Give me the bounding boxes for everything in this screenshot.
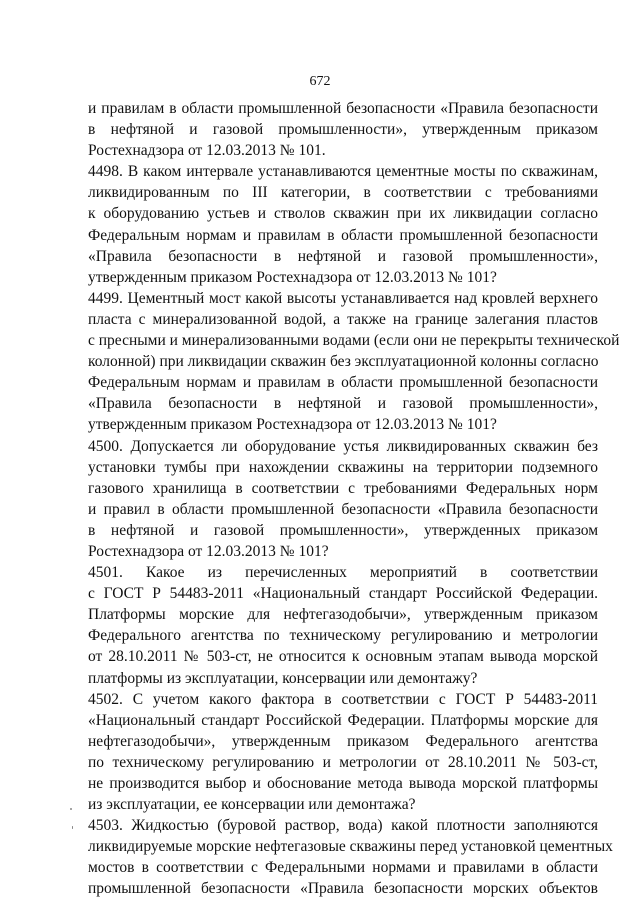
- text-line: не производится выбор и обоснование метода вывода морской платформы: [88, 775, 598, 792]
- text-line: 4500. Допускается ли оборудование устья ликвидированных скважин без: [88, 437, 598, 455]
- text-line: к оборудованию устьев и стволов скважин при их ликвидации согласно: [88, 205, 598, 223]
- paragraph: [88, 689, 598, 816]
- text-line: ликвидируемые морские нефтегазовые скважины перед установкой цементных: [88, 838, 613, 856]
- text-line: 4503. Жидкостью (буровой раствор, вода) какой плотности заполняются: [88, 817, 598, 835]
- text-line: пласта с минерализованной водой, а также на границе залегания пластов: [88, 310, 598, 328]
- text-line: «Национальный стандарт Российской Федерации. Платформы морские для: [88, 711, 598, 729]
- text-line: «Правила безопасности в нефтяной и газовой промышленности»,: [88, 395, 598, 413]
- text-line: 4502. С учетом какого фактора в соответствии с ГОСТ Р 54483-2011: [88, 690, 598, 708]
- text-line: утвержденным приказом Ростехнадзора от 12.03.2013 № 101?: [88, 416, 497, 434]
- text-line: в нефтяной и газовой промышленности», утвержденным приказом: [88, 121, 598, 139]
- text-line: колонной) при ликвидации скважин без эксплуатационной колонны согласно: [88, 353, 599, 371]
- paragraph: [88, 815, 613, 899]
- text-line: от 28.10.2011 № 503-ст, не относится к основным этапам вывода морской: [88, 648, 598, 666]
- text-line: 4499. Цементный мост какой высоты устанавливается над кровлей верхнего: [88, 289, 598, 307]
- paragraph: [88, 562, 598, 689]
- document-body: [88, 98, 620, 900]
- paragraph: [88, 161, 598, 288]
- text-line: Федерального агентства по техническому регулированию и метрологии: [88, 627, 598, 645]
- text-line: утвержденным приказом Ростехнадзора от 12.03.2013 № 101?: [88, 268, 497, 286]
- paragraph: [88, 288, 620, 436]
- text-line: Федеральным нормам и правилам в области промышленной безопасности: [88, 374, 598, 392]
- paragraph: [88, 436, 598, 563]
- text-line: из эксплуатации, ее консервации или демонтажа?: [88, 796, 416, 814]
- text-line: и правил в области промышленной безопасности «Правила безопасности: [88, 500, 598, 518]
- text-line: мостов в соответствии с Федеральными нормами и правилами в области: [88, 859, 598, 877]
- text-line: 4498. В каком интервале устанавливаются цементные мосты по скважинам,: [88, 163, 598, 181]
- text-line: с пресными и минерализованными водами (если они не перекрыты технической: [88, 332, 620, 350]
- text-line: нефтегазодобычи», утвержденным приказом Федерального агентства: [88, 732, 598, 750]
- text-line: Ростехнадзора от 12.03.2013 № 101.: [88, 142, 326, 160]
- text-line: Федеральным нормам и правилам в области промышленной безопасности: [88, 226, 598, 244]
- text-line: платформы из эксплуатации, консервации или демонтажу?: [88, 669, 478, 687]
- text-line: промышленной безопасности «Правила безопасности морских объектов: [88, 880, 598, 898]
- text-line: газового хранилища в соответствии с требованиями Федеральных норм: [88, 479, 598, 497]
- text-line: ликвидированным по III категории, в соответствии с требованиями: [88, 184, 598, 202]
- scan-speck: [72, 826, 73, 829]
- text-line: Ростехнадзора от 12.03.2013 № 101?: [88, 542, 329, 560]
- paragraph: [88, 98, 598, 161]
- page-number: 672: [309, 74, 331, 89]
- text-line: установки тумбы при нахождении скважины на территории подземного: [88, 458, 598, 476]
- text-line: в нефтяной и газовой промышленности», утвержденных приказом: [88, 521, 598, 539]
- text-line: по техническому регулированию и метрологии от 28.10.2011 № 503-ст,: [88, 753, 598, 771]
- text-line: с ГОСТ Р 54483-2011 «Национальный стандарт Российской Федерации.: [88, 585, 598, 603]
- text-line: Платформы морские для нефтегазодобычи», утвержденным приказом: [88, 606, 598, 624]
- text-line: «Правила безопасности в нефтяной и газовой промышленности»,: [88, 247, 598, 265]
- text-line: 4501. Какое из перечисленных мероприятий в соответствии: [88, 564, 598, 582]
- scan-speck: [70, 808, 72, 810]
- text-line: и правилам в области промышленной безопасности «Правила безопасности: [88, 100, 598, 117]
